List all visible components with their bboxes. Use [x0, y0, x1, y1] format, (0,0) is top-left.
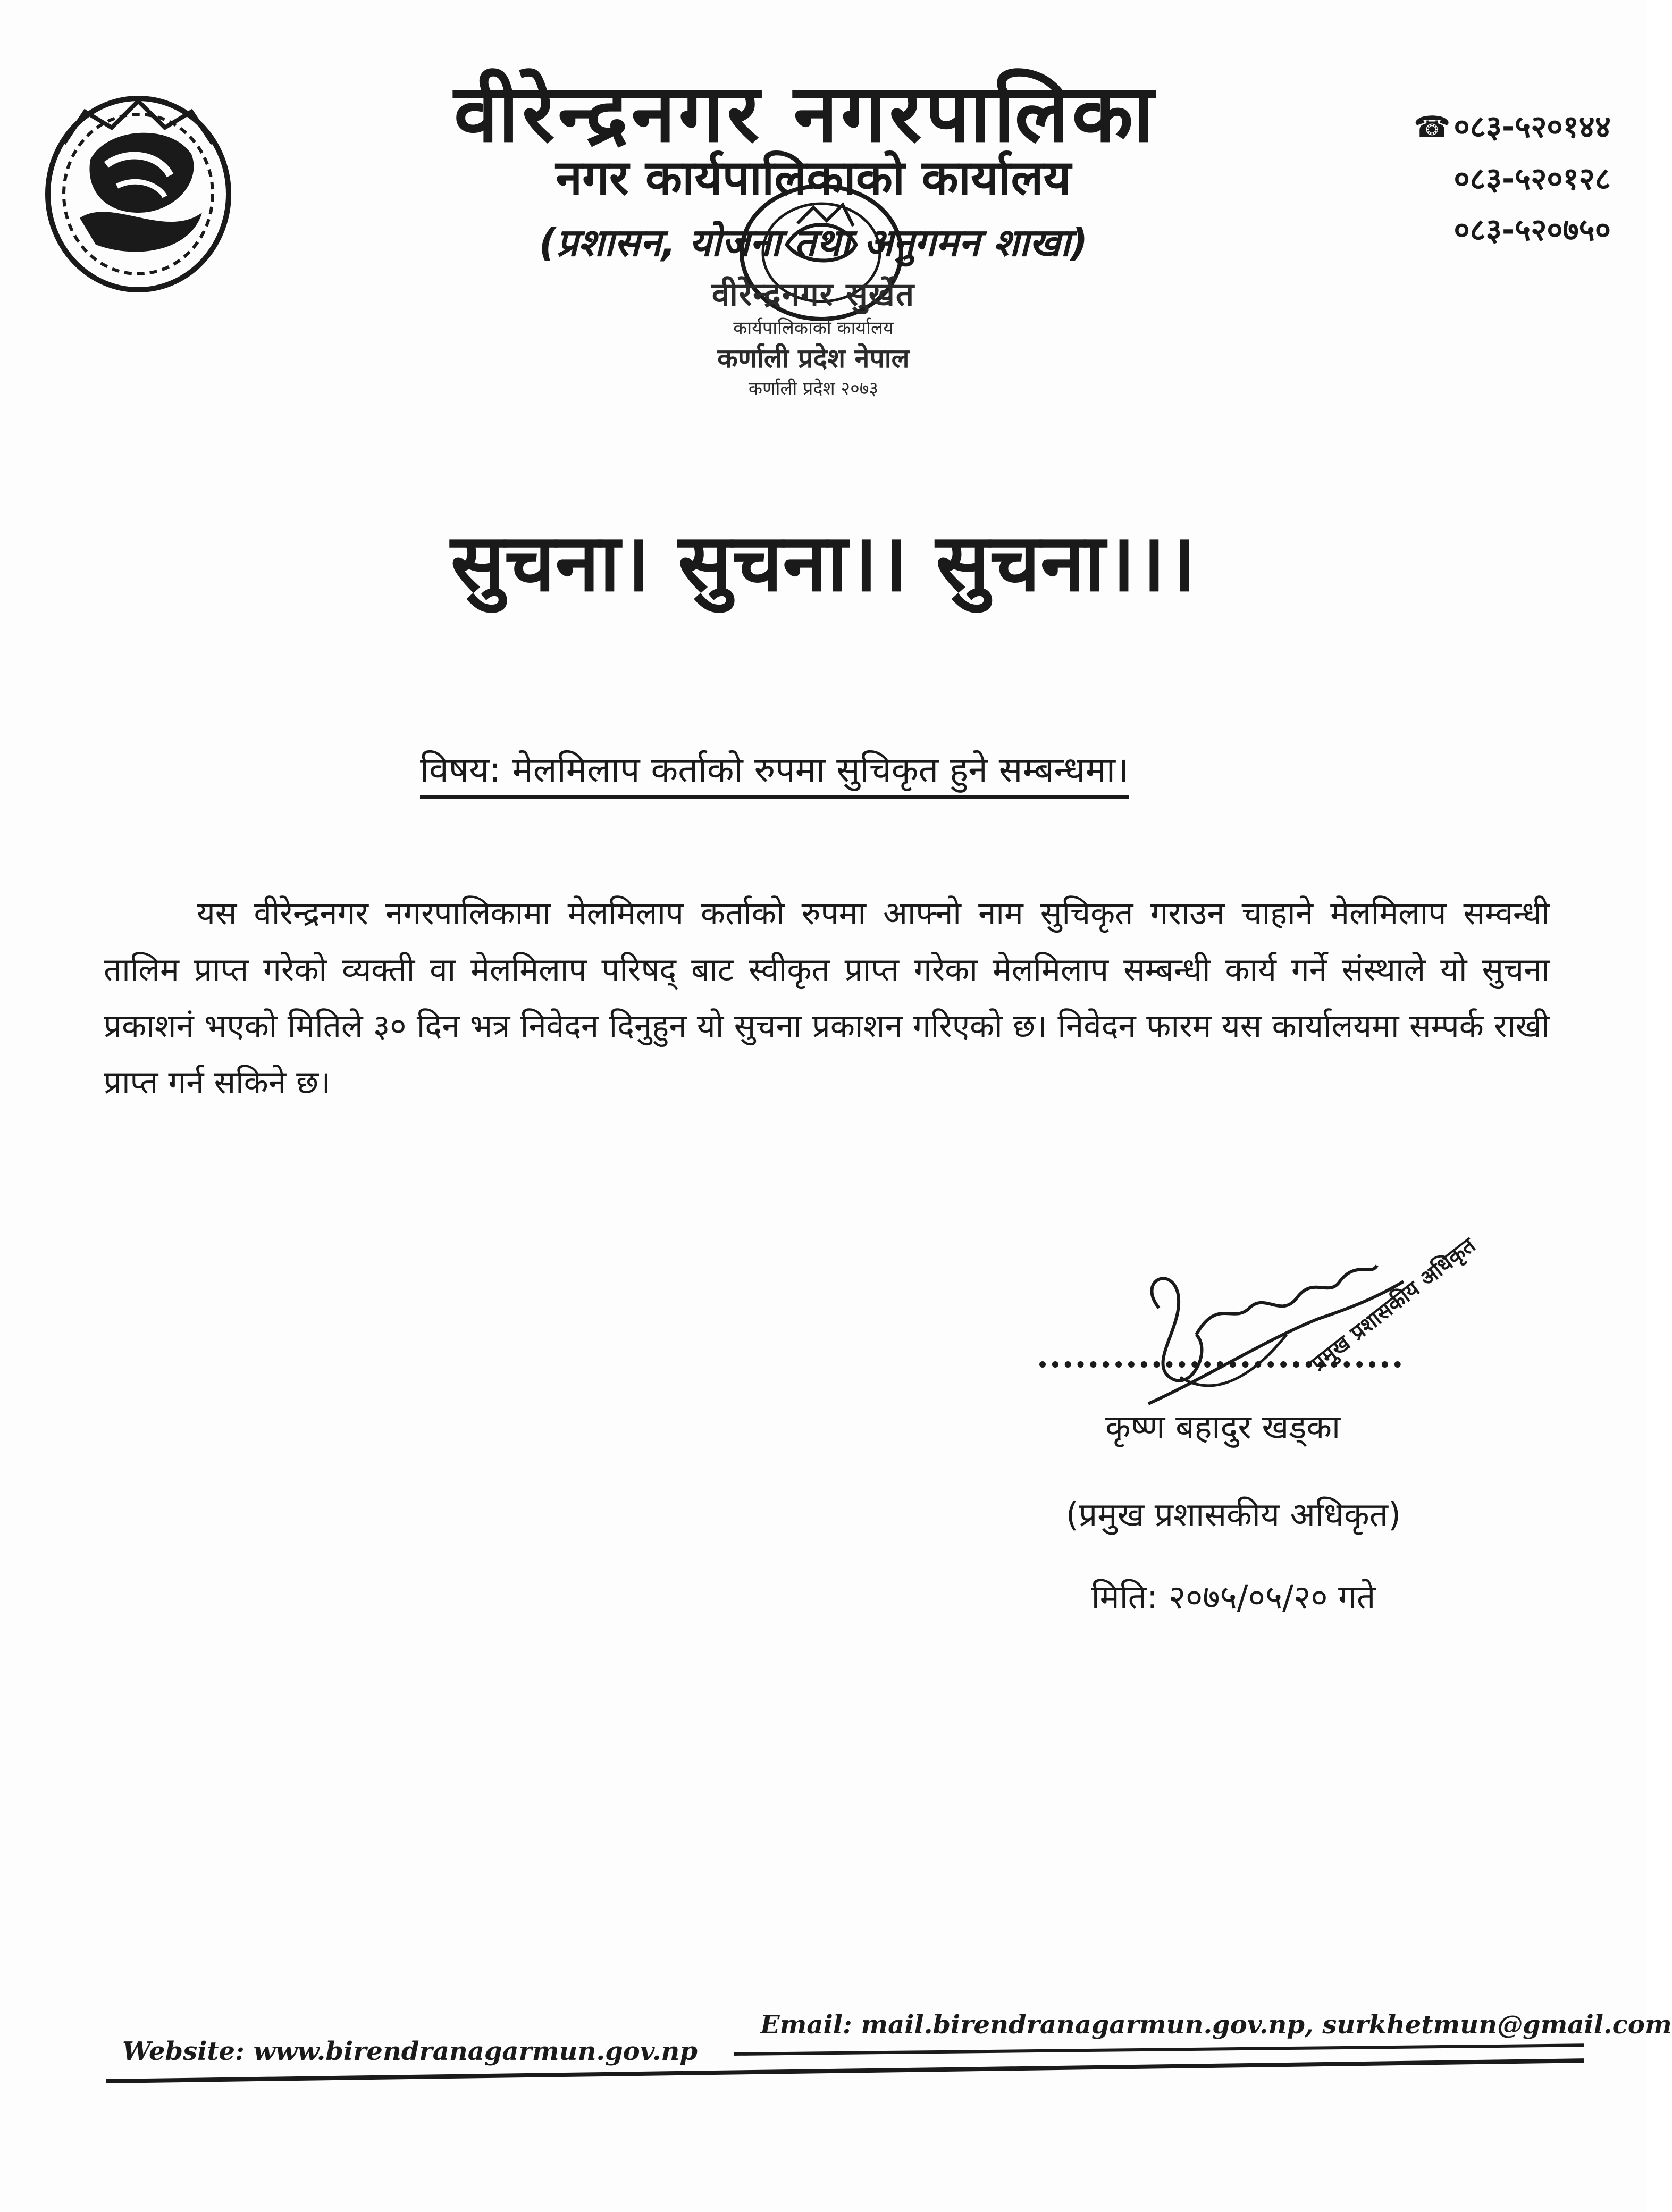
footer-divider: [734, 2043, 1584, 2056]
signature-stamp-text: प्रमुख प्रशासकीय अधिकृत: [1306, 1233, 1480, 1376]
government-emblem-icon: [32, 80, 245, 303]
office-name: नगर कार्यपालिकाको कार्यालय: [556, 150, 1071, 206]
notice-date: मिति: २०७५/०५/२० गते: [1091, 1578, 1376, 1616]
seal-text: [654, 271, 973, 400]
signatory-designation: (प्रमुख प्रशासकीय अधिकृत): [1065, 1495, 1401, 1534]
phone-number-row: [1361, 204, 1611, 255]
phone-number-row: [1361, 101, 1611, 153]
signatory-name: कृष्ण बहादुर खड्का: [1105, 1407, 1341, 1446]
seal-text-line: कार्यपालिकाको कार्यालय: [733, 317, 894, 339]
signature-line: [1039, 1361, 1401, 1368]
telephone-icon: ☎: [1413, 110, 1451, 145]
phone-number-row: [1361, 153, 1611, 204]
phone-numbers: [1361, 101, 1611, 255]
phone-number: ०८३-५२०१४४: [1453, 108, 1611, 145]
seal-text-line: कर्णाली प्रदेश २०७३: [748, 378, 879, 399]
phone-number: ०८३-५२०१२८: [1453, 161, 1611, 197]
notice-body: यस वीरेन्द्रनगर नगरपालिकामा मेलमिलाप कर्ताको रुपमा आफ्नो नाम सुचिकृत गराउन चाहाने मेलमिलाप सम्वन्धी तालिम प्राप्त गरेको व्यक्ती वा मेलमिलाप परिषद् बाट स्वीकृत प्राप्त गरेका मेलमिलाप सम्बन्धी कार्य गर्ने संस्थाले यो सुचना प्रकाशनं भएको मितिले ३० दिन भत्र निवेदन दिनुहुन यो सुचना प्रकाशन गरिएको छ। निवेदन फारम यस कार्यालयमा सम्पर्क राखी प्राप्त गर्न सकिने छ।: [104, 895, 1550, 1101]
phone-number: ०८३-५२०७५०: [1453, 212, 1611, 248]
organization-name: वीरेन्द्रनगर नगरपालिका: [453, 68, 1157, 160]
seal-text-line: वीरेन्द्रनगर सुर्खेत: [711, 276, 915, 313]
footer-email: Email: mail.birendranagarmun.gov.np, surkhetmun@gmail.com: [760, 2010, 1672, 2040]
notice-heading: सुचना। सुचना।। सुचना।।।: [450, 517, 1196, 609]
footer-website: Website: www.birendranagarmun.gov.np: [122, 2037, 698, 2066]
seal-text-line: कर्णाली प्रदेश नेपाल: [717, 343, 910, 374]
footer: [106, 2005, 1672, 2084]
notice-subject: विषय: मेलमिलाप कर्ताको रुपमा सुचिकृत हुने सम्बन्धमा।: [420, 744, 1129, 799]
branch-name: (प्रशासन, योजना तथा अनुगमन शाखा): [539, 220, 1088, 265]
